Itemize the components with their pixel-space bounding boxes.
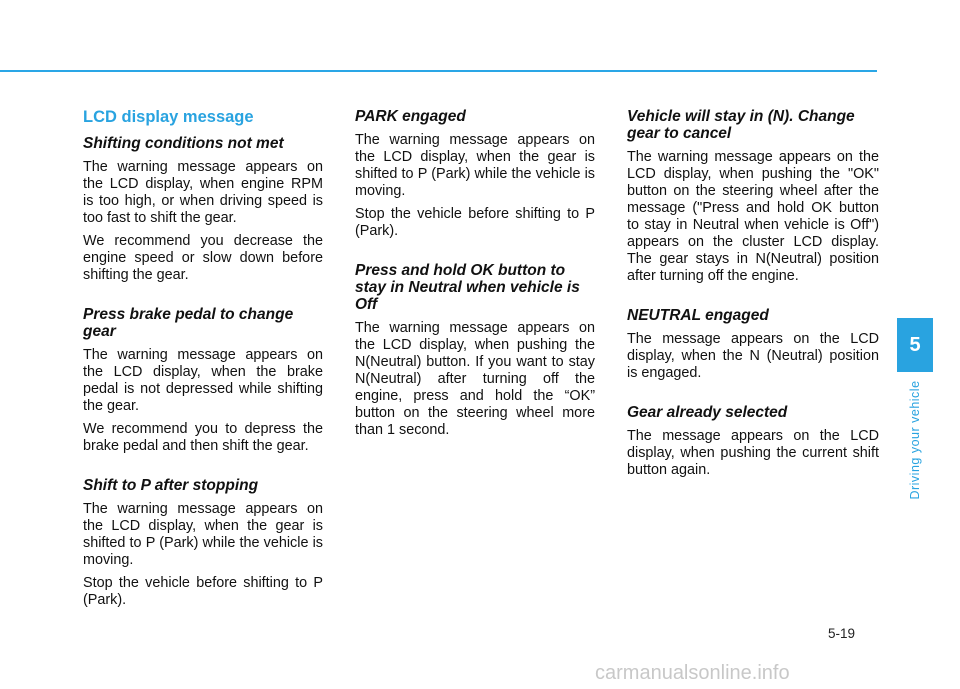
paragraph: The warning message appears on the LCD display, when pushing the N(Neutral) button. If you want to stay N(Neutral) after turning off the engine, press and hold the “OK” button on the steering wheel more than 1 second. <box>355 320 595 438</box>
paragraph: The warning message appears on the LCD display, when the gear is shifted to P (Park) while the vehicle is moving. <box>83 501 323 568</box>
paragraph: We recommend you to depress the brake pedal and then shift the gear. <box>83 421 323 454</box>
chapter-label <box>899 380 931 500</box>
column-3 <box>627 108 879 485</box>
paragraph: Stop the vehicle before shifting to P (Park). <box>83 575 323 608</box>
chapter-number-tab: 5 <box>897 318 933 372</box>
column-2 <box>355 108 595 445</box>
paragraph: The message appears on the LCD display, when the N (Neutral) position is engaged. <box>627 331 879 381</box>
section-title: LCD display message <box>83 108 254 126</box>
paragraph: The warning message appears on the LCD display, when pushing the "OK" button on the steering wheel after the message ("Press and hold OK button to stay in Neutral when vehicle is Off") appears on the cluster LCD display. The gear stays in N(Neutral) position after turning off the engine. <box>627 149 879 284</box>
paragraph: The warning message appears on the LCD display, when engine RPM is too high, or when driving speed is too fast to shift the gear. <box>83 159 323 226</box>
heading-neutral-engaged: NEUTRAL engaged <box>627 307 769 324</box>
heading-press-hold-ok: Press and hold OK button to stay in Neutral when vehicle is Off <box>355 262 580 313</box>
paragraph: The warning message appears on the LCD display, when the gear is shifted to P (Park) while the vehicle is moving. <box>355 132 595 199</box>
heading-press-brake: Press brake pedal to change gear <box>83 306 294 340</box>
heading-park-engaged: PARK engaged <box>355 108 466 125</box>
heading-vehicle-stay-n: Vehicle will stay in (N). Change gear to cancel <box>627 108 855 142</box>
page-number: 5-19 <box>828 626 856 641</box>
heading-gear-already-selected: Gear already selected <box>627 404 788 421</box>
paragraph: The warning message appears on the LCD display, when the brake pedal is not depressed while shifting the gear. <box>83 347 323 414</box>
watermark: carmanualsonline.info <box>595 662 790 684</box>
paragraph: The message appears on the LCD display, when pushing the current shift button again. <box>627 428 879 478</box>
column-1 <box>83 108 323 615</box>
paragraph: Stop the vehicle before shifting to P (Park). <box>355 206 595 239</box>
heading-shift-to-p: Shift to P after stopping <box>83 477 259 494</box>
top-divider <box>0 70 877 72</box>
paragraph: We recommend you decrease the engine speed or slow down before shifting the gear. <box>83 233 323 283</box>
heading-shifting-conditions: Shifting conditions not met <box>83 135 284 152</box>
chapter-label-text: Driving your vehicle <box>908 380 922 500</box>
